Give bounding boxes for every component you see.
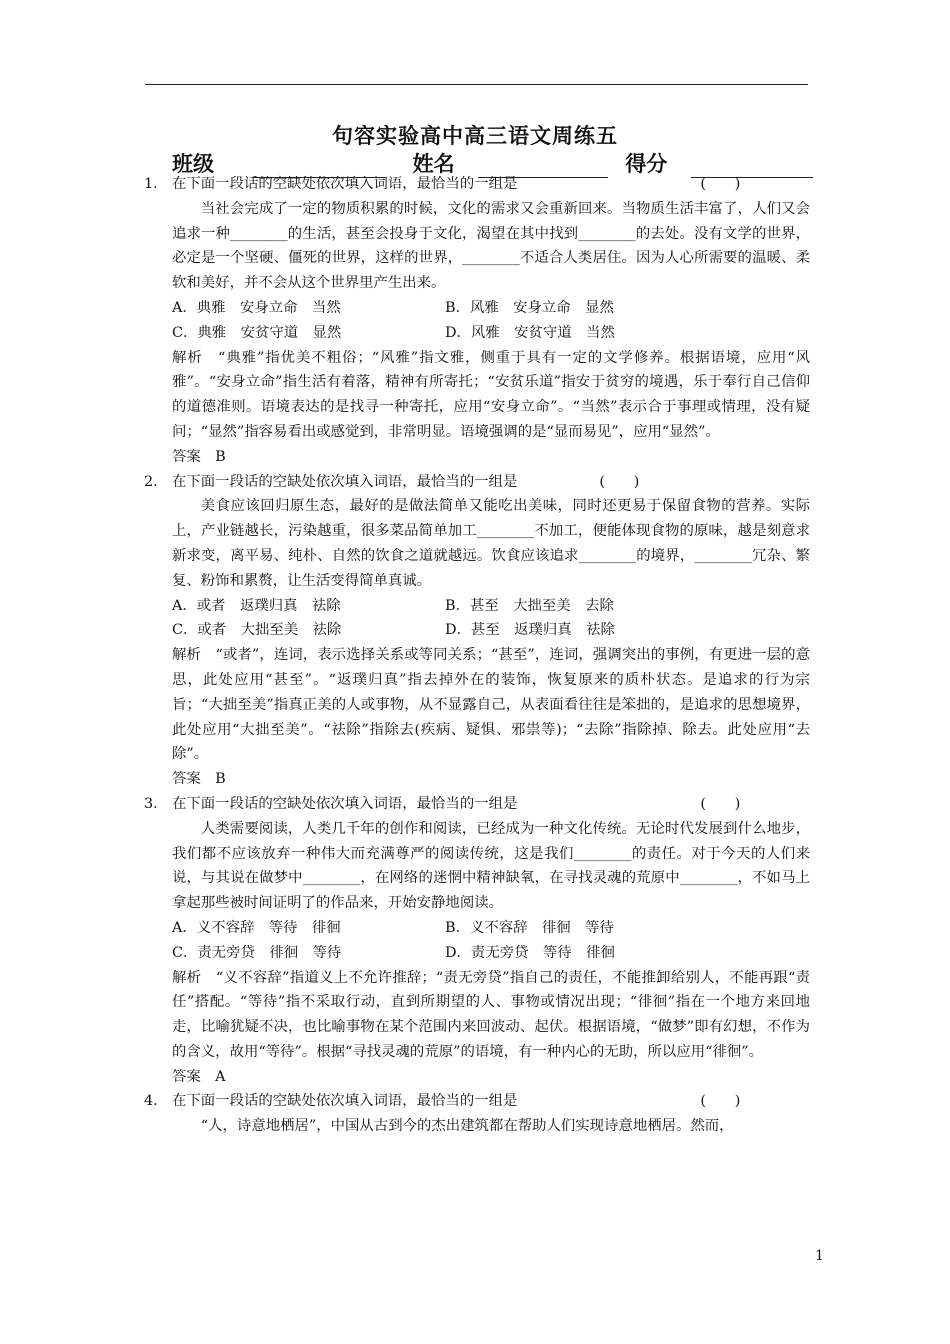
question-passage: 美食应该回归原生态，最好的是做法简单又能吃出美味，同时还更易于保留食物的营养。实际上，产业链越长，污染越重，很多菜品简单加工________不加工，便能体现食物的原味，越是刻意求新求变，离平易、纯朴、自然的饮食之道就越远。饮食应该追求________的境界，________冗杂、繁复、粉饰和累赘，让生活变得简单真诚。 [172,498,810,589]
answer: 答案 B [172,771,226,788]
answer-parenthesis: ( ) [700,176,741,192]
question-number: 2． [144,473,168,490]
page-number: 1 [815,1248,824,1264]
question-number: 4． [144,1093,168,1110]
explanation: 解析 “典雅”指优美不粗俗；“风雅”指文雅，侧重于具有一定的文学修养。根据语境，应用“风雅”。“安身立命”指生活有着落，精神有所寄托；“安贫乐道”指安于贫穷的境遇，乐于奉行自己信仰的道德准则。语境表达的是找寻一种寄托，应用“安身立命”。“当然”表示合于事理或情理，没有疑问；“显然”指容易看出或感觉到，非常明显。语境强调的是“显而易见”，应用“显然”。 [172,349,810,440]
option-a: A．典雅 安身立命 当然 [172,299,341,316]
options-row [144,618,810,643]
options-row [144,321,810,346]
question-4 [144,1089,810,1139]
question-stem-row [144,792,810,817]
class-label: 班级 [172,152,214,176]
explanation: 解析 “义不容辞”指道义上不允许推辞；“责无旁贷”指自己的责任，不能推卸给别人，不能再跟“责任”搭配。“等待”指不采取行动，直到所期望的人、事物或情况出现；“徘徊”指在一个地方来回地走，比喻犹疑不决，也比喻事物在某个范围内来回波动、起伏。根据语境，“做梦”即有幻想，不作为的含义，故用“等待”。根据“寻找灵魂的荒原”的语境，有一种内心的无助，所以应用“徘徊”。 [172,969,810,1060]
option-c: C．典雅 安贫守道 显然 [172,324,342,341]
answer-parenthesis: ( ) [700,795,741,812]
document-title: 句容实验高中高三语文周练五 [332,124,618,148]
question-list [144,172,810,1139]
answer-parenthesis: ( ) [599,473,640,490]
question-stem-row [144,172,810,197]
question-stem: 在下面一段话的空缺处依次填入词语，最恰当的一组是 [172,1093,518,1110]
option-a: A．义不容辞 等待 徘徊 [172,919,341,936]
question-passage: 人类需要阅读，人类几千年的创作和阅读，已经成为一种文化传统。无论时代发展到什么地步，我们都不应该放弃一种伟大而充满尊严的阅读传统，这是我们________的责任。对于今天的人们来说，与其说在做梦中________，在网络的迷惘中精神缺氧，在寻找灵魂的荒原中________，不如马上拿起那些被时间证明了的作品来，开始安静地阅读。 [172,820,810,912]
options-row [144,941,810,966]
option-d: D．责无旁贷 等待 徘徊 [445,944,615,961]
question-number: 3． [144,795,168,812]
question-number: 1． [144,176,168,192]
answer: 答案 B [172,448,226,465]
question-3 [144,792,810,1090]
answer-parenthesis: ( ) [700,1093,741,1110]
header-rule [145,84,808,85]
question-1 [144,172,810,470]
option-b: B．风雅 安身立命 显然 [445,299,614,316]
score-label: 得分 [625,152,668,176]
question-stem: 在下面一段话的空缺处依次填入词语，最恰当的一组是 [172,795,518,812]
question-stem-row [144,470,810,495]
question-2 [144,470,810,792]
question-stem-row [144,1089,810,1114]
answer: 答案 A [172,1068,226,1085]
question-passage: “人，诗意地栖居”，中国从古到今的杰出建筑都在帮助人们实现诗意地栖居。然而， [200,1118,734,1135]
explanation: 解析 “或者”，连词，表示选择关系或等同关系；“甚至”，连词，强调突出的事例，有更进一层的意思，此处应用“甚至”。“返璞归真”指去掉外在的装饰，恢复原来的质朴状态。是追求的行为宗旨；“大拙至美”指真正美的人或事物，从不显露自己，从表面看往往是笨拙的，是追求的思想境界，此处应用“大拙至美”。“祛除”指除去(疾病、疑惧、邪祟等)；“去除”指除掉、除去。此处应用“去除”。 [172,647,810,763]
option-a: A．或者 返璞归真 祛除 [172,597,341,614]
option-c: C．或者 大拙至美 祛除 [172,622,342,639]
option-b: B．甚至 大拙至美 去除 [445,597,614,614]
options-row [144,296,810,321]
question-stem: 在下面一段话的空缺处依次填入词语，最恰当的一组是 [172,473,518,490]
question-stem: 在下面一段话的空缺处依次填入词语，最恰当的一组是 [172,176,518,192]
name-label: 姓名 [412,152,455,176]
options-row [144,594,810,619]
question-passage: 当社会完成了一定的物质积累的时候，文化的需求又会重新回来。当物质生活丰富了，人们又会追求一种________的生活，甚至会投身于文化，渴望在其中找到________的去处。没有文学的世界，必定是一个坚硬、僵死的世界，这样的世界，________不适合人类居住。因为人心所需要的温暖、柔软和美好，并不会从这个世界里产生出来。 [172,200,810,292]
option-d: D．风雅 安贫守道 当然 [445,324,615,341]
option-c: C．责无旁贷 徘徊 等待 [172,944,342,961]
option-b: B．义不容辞 徘徊 等待 [445,919,614,936]
option-d: D．甚至 返璞归真 祛除 [445,622,615,639]
options-row [144,916,810,941]
